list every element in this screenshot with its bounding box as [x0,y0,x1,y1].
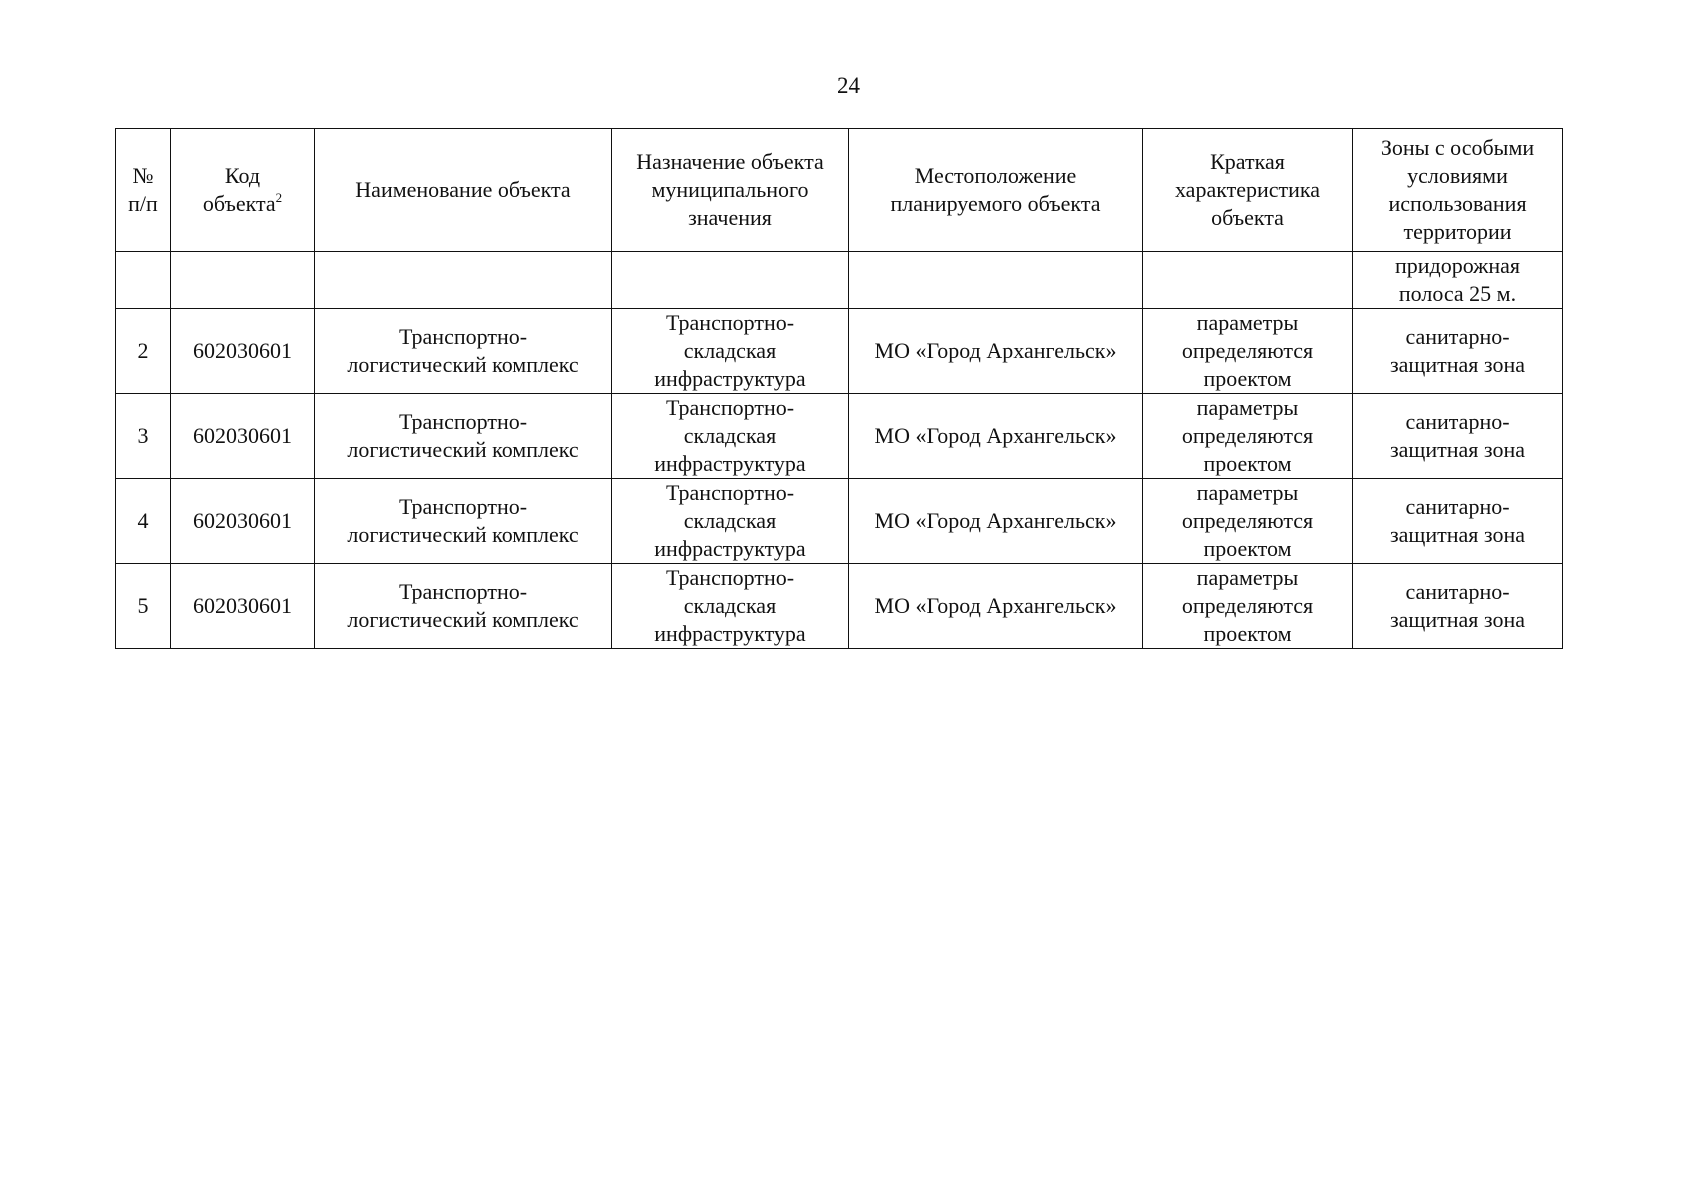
cell-location: МО «Город Архангельск» [849,479,1143,564]
table-body [116,252,1563,649]
table-row-continuation [116,252,1563,309]
page-number: 24 [837,73,860,98]
cell-code [171,252,315,309]
cell-zones: придорожная полоса 25 м. [1353,252,1563,309]
cell-zones: санитарно- защитная зона [1353,479,1563,564]
cell-purpose [612,252,849,309]
cell-name [315,252,612,309]
cell-num [116,252,171,309]
planned-objects-table [115,128,1563,649]
cell-num: 2 [116,309,171,394]
header-location: Местоположение планируемого объекта [849,129,1143,252]
cell-characteristics: параметры определяются проектом [1143,394,1353,479]
cell-purpose: Транспортно- складская инфраструктура [612,309,849,394]
table-row [116,564,1563,649]
cell-characteristics: параметры определяются проектом [1143,564,1353,649]
cell-code: 602030601 [171,564,315,649]
header-zones: Зоны с особыми условиями использования территории [1353,129,1563,252]
cell-name: Транспортно- логистический комплекс [315,479,612,564]
table-row [116,394,1563,479]
cell-characteristics [1143,252,1353,309]
cell-characteristics: параметры определяются проектом [1143,479,1353,564]
cell-location: МО «Город Архангельск» [849,309,1143,394]
cell-name: Транспортно- логистический комплекс [315,394,612,479]
cell-code: 602030601 [171,309,315,394]
table-row [116,479,1563,564]
cell-zones: санитарно- защитная зона [1353,394,1563,479]
cell-purpose: Транспортно- складская инфраструктура [612,394,849,479]
cell-num: 3 [116,394,171,479]
cell-characteristics: параметры определяются проектом [1143,309,1353,394]
cell-num: 4 [116,479,171,564]
cell-purpose: Транспортно- складская инфраструктура [612,564,849,649]
header-name: Наименование объекта [315,129,612,252]
cell-code: 602030601 [171,394,315,479]
header-characteristics: Краткая характеристика объекта [1143,129,1353,252]
cell-name: Транспортно- логистический комплекс [315,564,612,649]
table-row [116,309,1563,394]
header-num: № п/п [116,129,171,252]
cell-num: 5 [116,564,171,649]
footnote-marker: 2 [275,190,283,205]
cell-location [849,252,1143,309]
table-header [116,129,1563,252]
cell-purpose: Транспортно- складская инфраструктура [612,479,849,564]
cell-code: 602030601 [171,479,315,564]
header-purpose: Назначение объекта муниципального значения [612,129,849,252]
cell-zones: санитарно- защитная зона [1353,564,1563,649]
header-code [171,129,315,252]
cell-location: МО «Город Архангельск» [849,394,1143,479]
header-row [116,129,1563,252]
header-code-label: Код объекта$^2$ [202,163,283,216]
cell-location: МО «Город Архангельск» [849,564,1143,649]
cell-zones: санитарно- защитная зона [1353,309,1563,394]
cell-name: Транспортно- логистический комплекс [315,309,612,394]
